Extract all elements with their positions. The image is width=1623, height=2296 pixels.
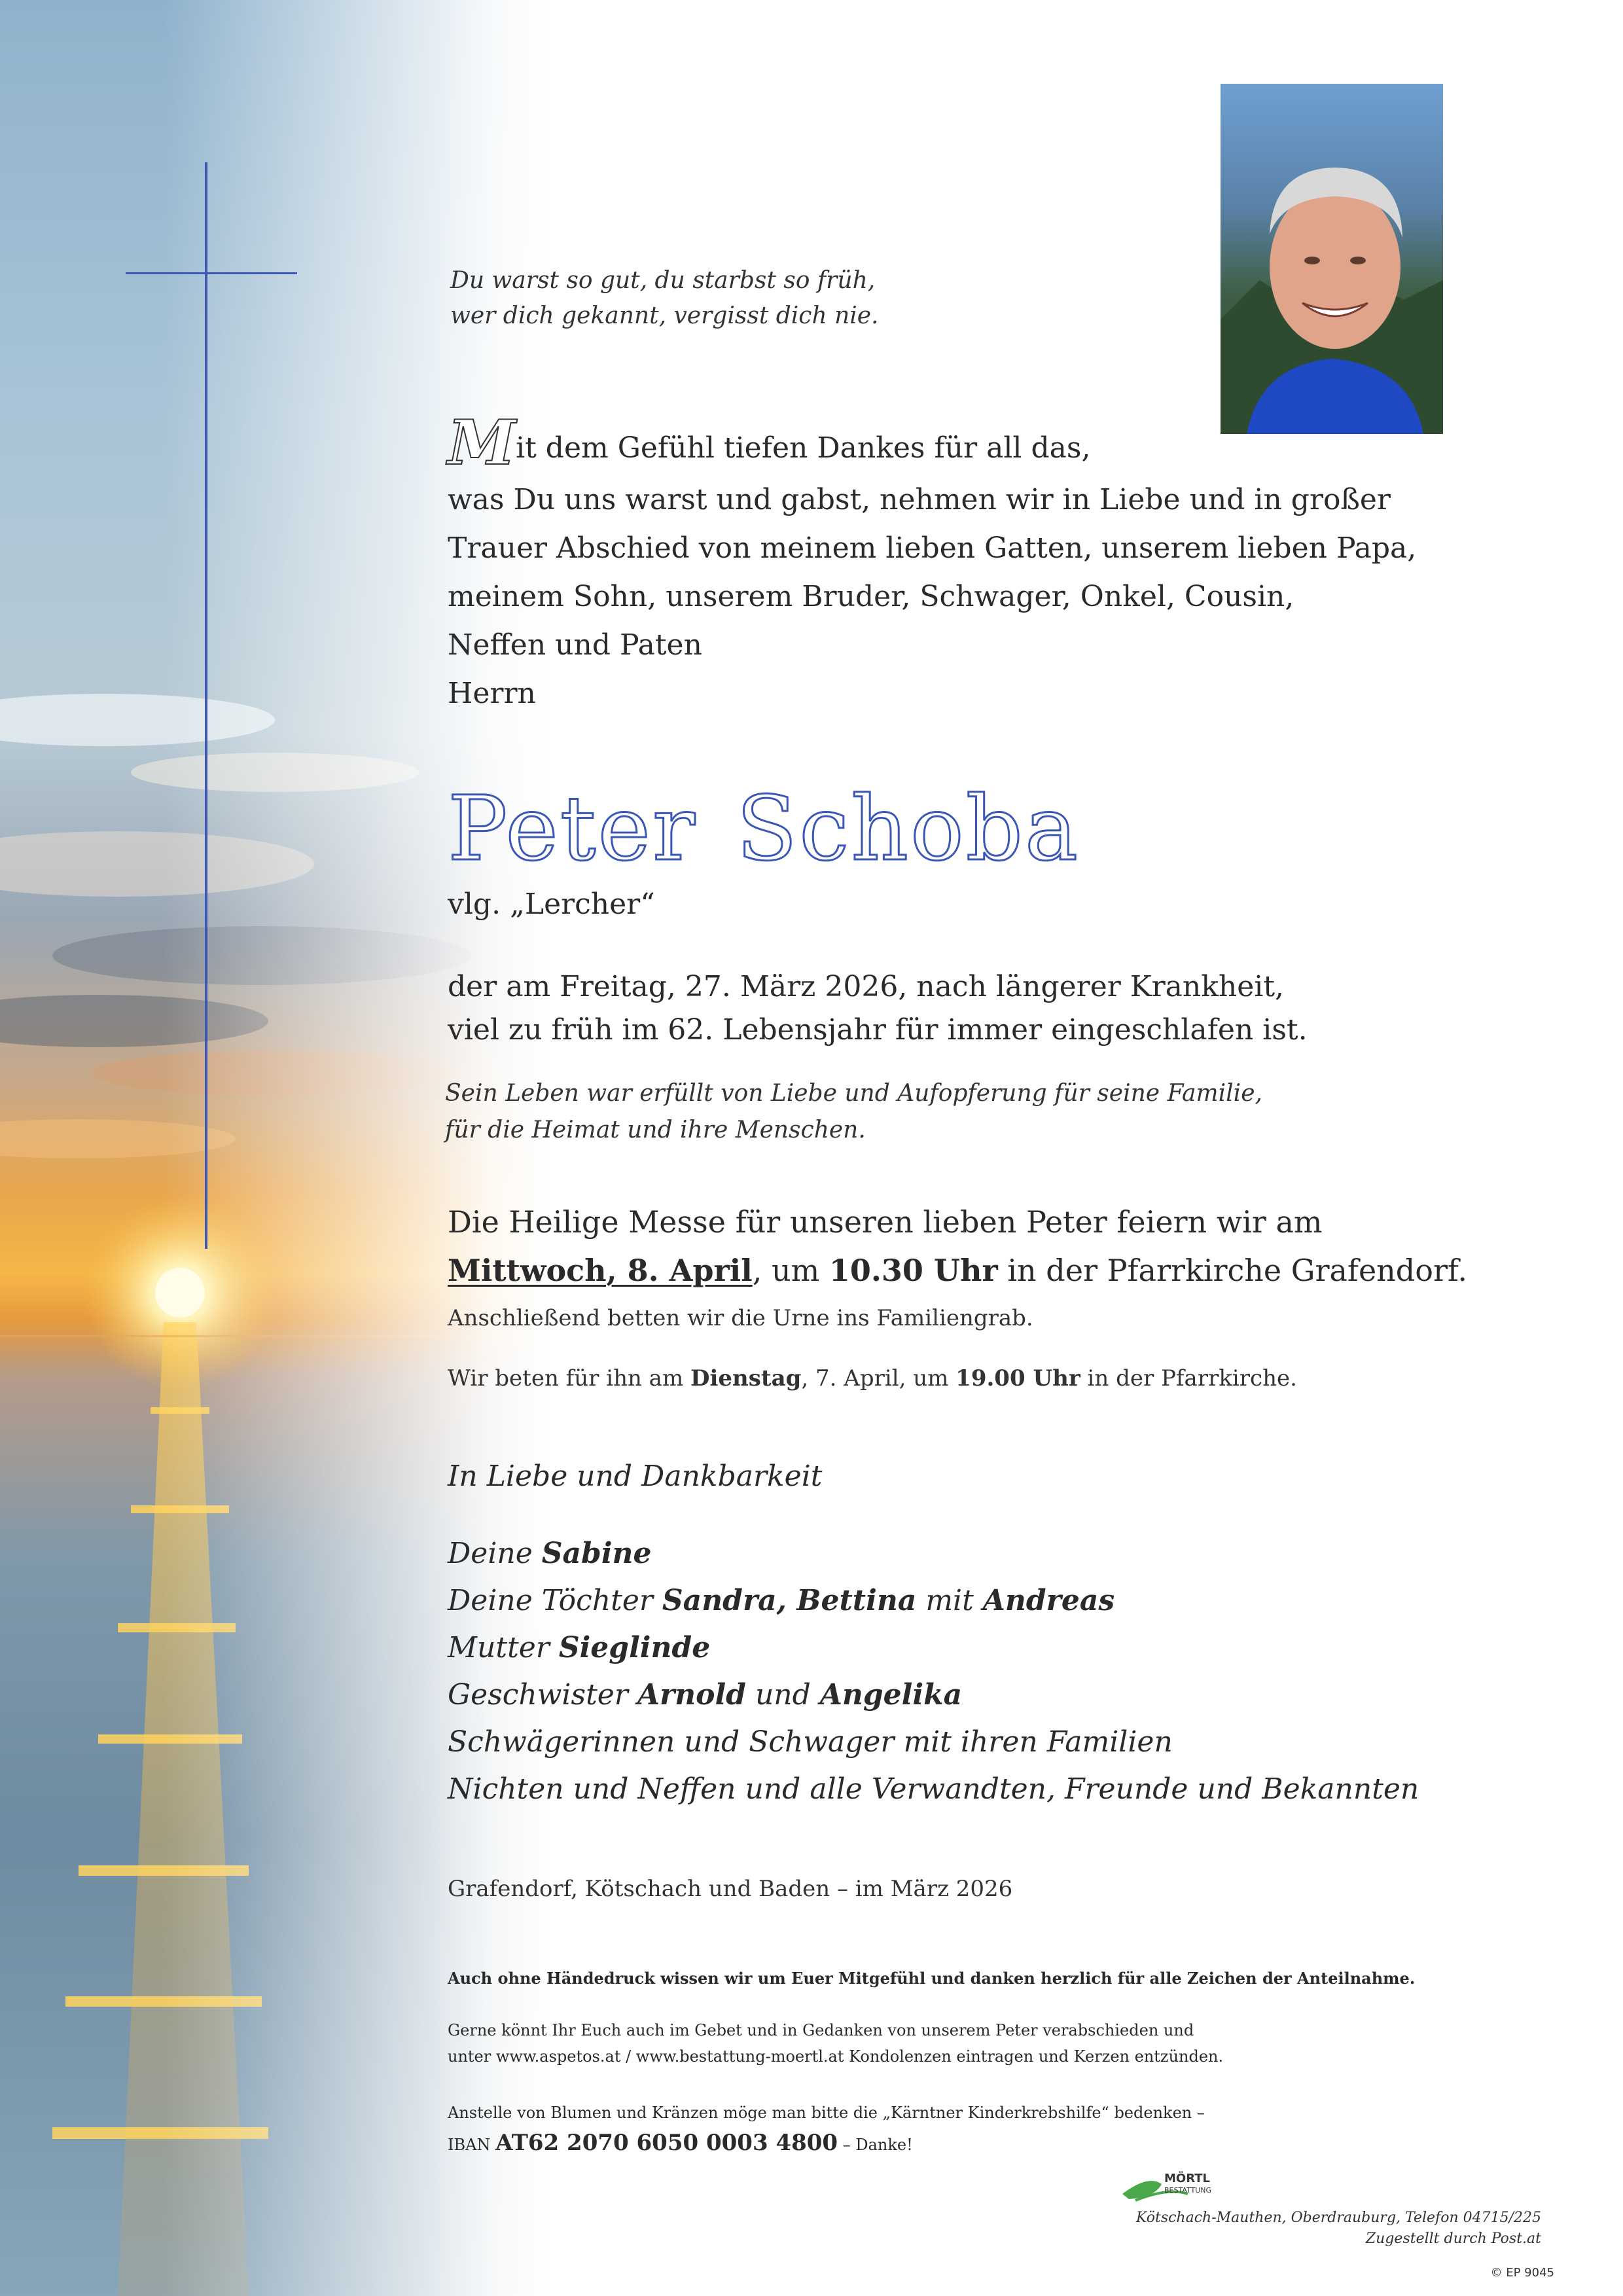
mass-mid-text: , um: [752, 1253, 829, 1288]
mass-line-3: Anschließend betten wir die Urne ins Familiengrab.: [448, 1305, 1033, 1331]
intro-line-1: [448, 407, 1090, 479]
delivery-note: Zugestellt durch Post.at: [1365, 2231, 1541, 2247]
mourner-2-partner: Andreas: [982, 1584, 1115, 1617]
mass-location: in der Pfarrkirche Grafendorf.: [997, 1253, 1467, 1288]
mourner-2-prefix: Deine Töchter: [448, 1584, 662, 1617]
deceased-name: [448, 778, 1080, 881]
logo-subtitle: BESTATTUNG: [1164, 2186, 1212, 2195]
mourner-line-2: [448, 1584, 1115, 1617]
mourner-1-name: Sabine: [541, 1537, 652, 1570]
place-date: Grafendorf, Kötschach und Baden – im März 2026: [448, 1876, 1013, 1902]
online-note-2: unter www.aspetos.at / www.bestattung-moertl.at Kondolenzen eintragen und Kerzen entzünden.: [448, 2047, 1224, 2066]
deceased-first-name: Peter: [448, 778, 698, 881]
mourner-1-prefix: Deine: [448, 1537, 542, 1570]
undertaker-logo: [1116, 2168, 1247, 2207]
intro-line-6: Herrn: [448, 677, 536, 710]
cross-vertical-bar: [205, 162, 207, 1249]
mourner-line-6: Nichten und Neffen und alle Verwandten, Freunde und Bekannten: [448, 1772, 1419, 1806]
verse-line-2: wer dich gekannt, vergisst dich nie.: [450, 302, 879, 329]
prayer-text-a: Wir beten für ihn am: [448, 1365, 690, 1391]
logo-name: MÖRTL: [1164, 2172, 1211, 2185]
mass-date: Mittwoch, 8. April: [448, 1253, 753, 1288]
prayer-time: 19.00 Uhr: [955, 1365, 1080, 1391]
mourner-line-3: [448, 1631, 710, 1664]
mourner-4-name-a: Arnold: [637, 1678, 746, 1712]
death-line-2: viel zu früh im 62. Lebensjahr für immer eingeschlafen ist.: [448, 1013, 1308, 1047]
closing-line: In Liebe und Dankbarkeit: [448, 1460, 823, 1493]
iban-number: AT62 2070 6050 0003 4800: [495, 2130, 838, 2156]
mourner-line-1: [448, 1537, 652, 1570]
mourner-3-prefix: Mutter: [448, 1631, 559, 1664]
tribute-line-1: Sein Leben war erfüllt von Liebe und Aufopferung für seine Familie,: [445, 1080, 1262, 1107]
death-line-1: der am Freitag, 27. März 2026, nach längerer Krankheit,: [448, 970, 1285, 1003]
deceased-last-name: Schoba: [736, 778, 1080, 881]
dropcap-letter: M: [448, 407, 516, 479]
mourner-4-prefix: Geschwister: [448, 1678, 637, 1712]
mourner-2-mit: mit: [916, 1584, 983, 1617]
mourner-4-name-b: Angelika: [819, 1678, 963, 1712]
verse-line-1: Du warst so gut, du starbst so früh,: [450, 267, 876, 294]
undertaker-address: Kötschach-Mauthen, Oberdrauburg, Telefon 04715/225: [1135, 2210, 1541, 2226]
prayer-day: Dienstag: [690, 1365, 802, 1391]
mass-line-1: Die Heilige Messe für unseren lieben Peter feiern wir am: [448, 1204, 1323, 1240]
intro-line-2: was Du uns warst und gabst, nehmen wir in Liebe und in großer: [448, 483, 1391, 516]
intro-line-3: Trauer Abschied von meinem lieben Gatten, unserem lieben Papa,: [448, 531, 1417, 565]
print-code: © EP 9045: [1490, 2266, 1554, 2280]
intro-line-4: meinem Sohn, unserem Bruder, Schwager, Onkel, Cousin,: [448, 580, 1294, 613]
prayer-line: [448, 1365, 1297, 1391]
mass-line-2: [448, 1253, 1467, 1288]
mourner-3-name: Sieglinde: [558, 1631, 711, 1664]
cross-horizontal-bar: [126, 272, 297, 274]
mourner-2-names: Sandra, Bettina: [662, 1584, 917, 1617]
tribute-line-2: für die Heimat und ihre Menschen.: [445, 1117, 866, 1143]
iban-line: [448, 2130, 913, 2156]
online-note-1: Gerne könnt Ihr Euch auch im Gebet und in Gedanken von unserem Peter verabschieden und: [448, 2021, 1194, 2039]
portrait-photo: [1221, 84, 1443, 434]
prayer-text-c: in der Pfarrkirche.: [1080, 1365, 1297, 1391]
intro-line-1-text: it dem Gefühl tiefen Dankes für all das,: [516, 431, 1091, 465]
donation-note: Anstelle von Blumen und Kränzen möge man bitte die „Kärntner Kinderkrebshilfe“ bedenken –: [448, 2104, 1205, 2122]
deceased-alias: vlg. „Lercher“: [448, 888, 655, 921]
thanks-note: Auch ohne Händedruck wissen wir um Euer Mitgefühl und danken herzlich für alle Zeichen der Anteilnahme.: [448, 1969, 1416, 1988]
iban-label: IBAN: [448, 2136, 496, 2154]
intro-line-5: Neffen und Paten: [448, 628, 702, 662]
mass-time: 10.30 Uhr: [829, 1253, 998, 1288]
prayer-text-b: , 7. April, um: [801, 1365, 956, 1391]
mourner-line-5: Schwägerinnen und Schwager mit ihren Familien: [448, 1725, 1173, 1759]
iban-thanks: – Danke!: [838, 2136, 913, 2154]
mourner-line-4: [448, 1678, 962, 1712]
mourner-4-und: und: [745, 1678, 820, 1712]
